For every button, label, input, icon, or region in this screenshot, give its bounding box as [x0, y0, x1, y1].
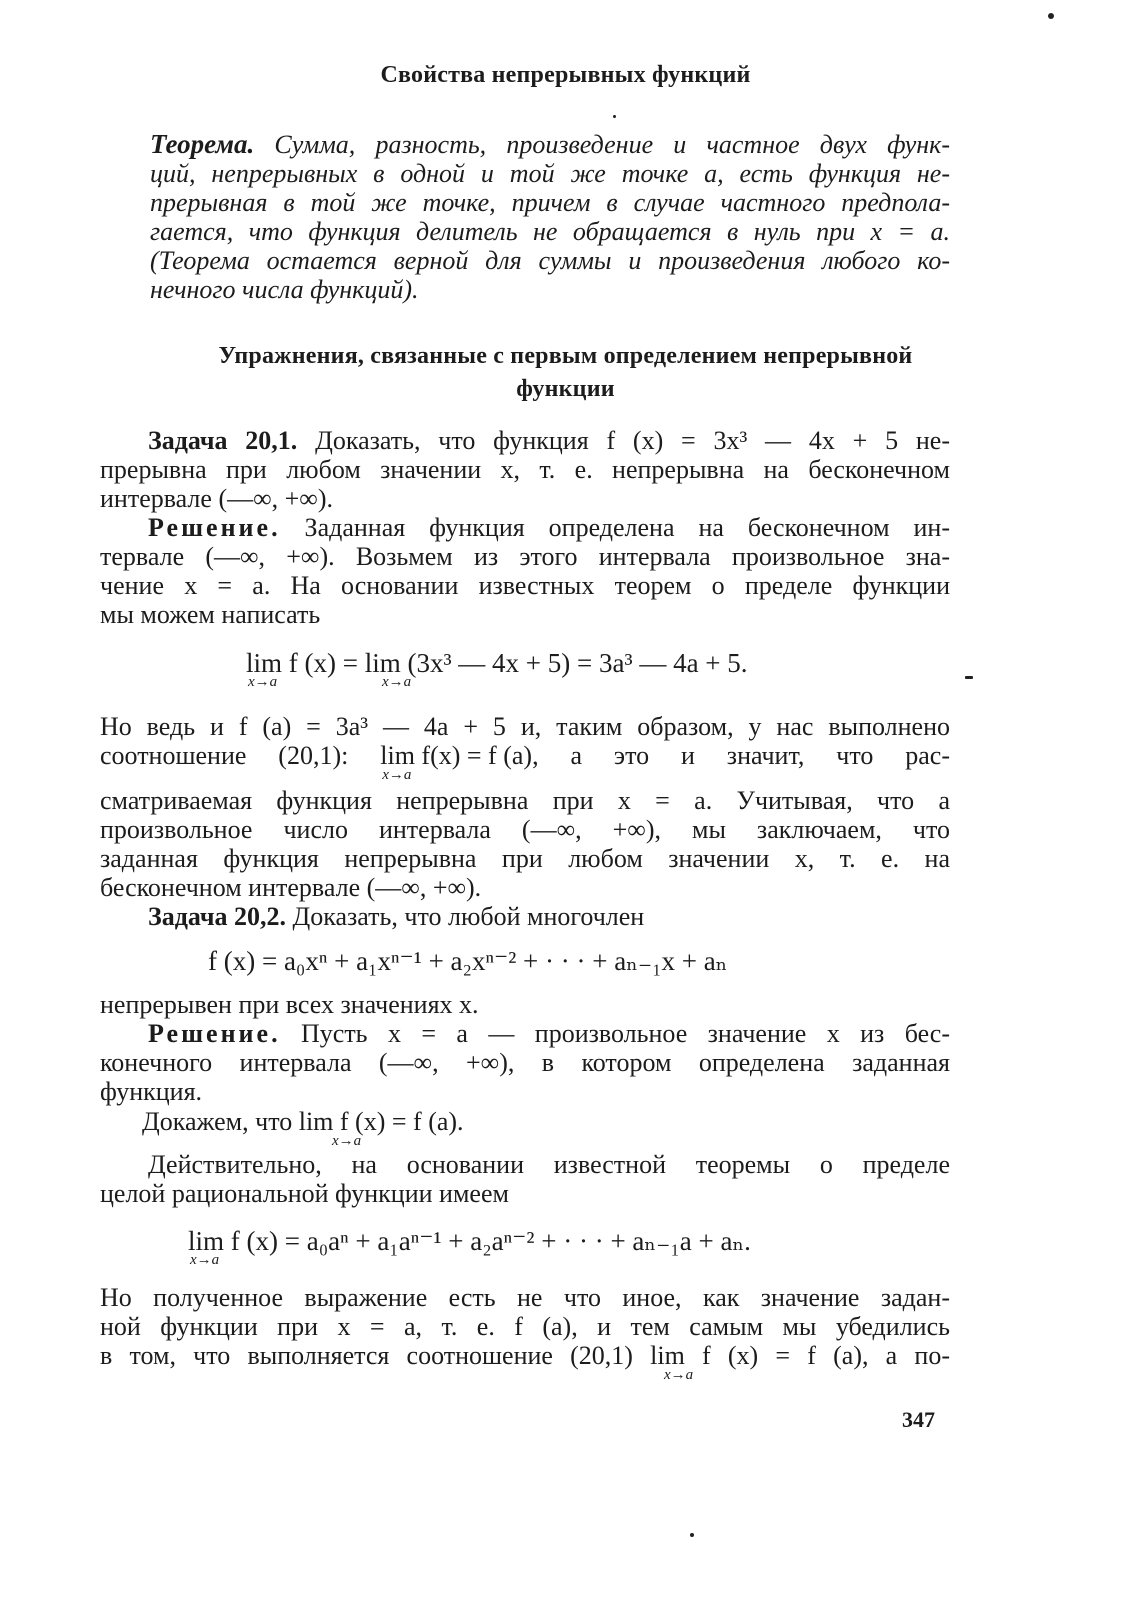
- after2-limit: lim f(x) = f (a), x→a: [380, 741, 539, 783]
- solution1-after-6: бесконечном интервале (—∞, +∞).: [100, 873, 482, 902]
- solution1-label: Решение.: [148, 513, 281, 542]
- theorem-line-3: прерывная в той же точке, причем в случае частного предпола-: [150, 188, 950, 217]
- solution1-after-2: [100, 741, 951, 783]
- task2-label: Задача 20,2.: [148, 902, 286, 931]
- theorem-label: Теорема.: [150, 129, 255, 159]
- theorem-text: Сумма, разность, произведение и частное двух функ-: [274, 130, 951, 159]
- task2-text: Доказать, что любой многочлен: [292, 902, 645, 931]
- solution1-line-2: тервале (—∞, +∞). Возьмем из этого интервала произвольное зна-: [100, 542, 950, 571]
- page-number: 347: [902, 1407, 935, 1432]
- formula-text: lim f (x) = lim (3x³ — 4x + 5) = 3a³ — 4a + 5.: [246, 648, 748, 678]
- solution2-line-5: целой рациональной функции имеем: [100, 1179, 509, 1208]
- theorem-line-5: (Теорема остается верной для суммы и произведения любого ко-: [150, 246, 950, 275]
- theorem-line-2: ций, непрерывных в одной и той же точке a, есть функция не-: [150, 159, 950, 188]
- ink-speck: [690, 1533, 694, 1537]
- formula-polynomial: f (x) = a₀xⁿ + a₁xⁿ⁻¹ + a₂xⁿ⁻² + · · · + aₙ₋₁x + aₙ: [208, 946, 728, 976]
- ink-speck: [613, 115, 616, 118]
- task1-line-2: прерывна при любом значении x, т. е. непрерывна на бесконечном: [100, 455, 950, 484]
- solution1-after-3: сматриваемая функция непрерывна при x = a. Учитывая, что a: [100, 786, 950, 815]
- solution2-line-1: [148, 1019, 950, 1048]
- task1-label: Задача 20,1.: [148, 426, 298, 455]
- solution1-after-5: заданная функция непрерывна при любом значении x, т. е. на: [100, 844, 950, 873]
- exercises-title-line-1: Упражнения, связанные с первым определением непрерывной: [218, 343, 913, 369]
- solution2-line-2: конечного интервала (—∞, +∞), в котором определена заданная: [100, 1048, 950, 1077]
- formula-polynomial-limit: lim f (x) = a₀aⁿ + a₁aⁿ⁻¹ + a₂aⁿ⁻² + · · · + aₙ₋₁a + aₙ. x→a: [188, 1226, 751, 1268]
- solution2-text: Пусть x = a — произвольное значение x из бес-: [301, 1019, 951, 1048]
- theorem-line-4: гается, что функция делитель не обращается в нуль при x = a.: [150, 217, 950, 246]
- ink-speck: [1048, 13, 1054, 19]
- solution2-label: Решение.: [148, 1019, 281, 1048]
- after2-right: а это и значит, что рас-: [570, 741, 951, 770]
- task1-line-3: интервале (—∞, +∞).: [100, 484, 333, 513]
- exercises-title-line-2: функции: [516, 376, 615, 402]
- solution1-after-4: произвольное число интервала (—∞, +∞), мы заключаем, что: [100, 815, 950, 844]
- solution2-last-3: в том, что выполняется соотношение (20,1) lim f (x) = f (a), а по- x→a: [100, 1341, 950, 1383]
- solution2-prove: Докажем, что lim f (x) = f (a). x→a: [142, 1107, 464, 1149]
- solution1-text: Заданная функция определена на бесконечном ин-: [304, 513, 951, 542]
- task2-line-1: [148, 902, 644, 931]
- formula-limit-cubic: lim f (x) = lim (3x³ — 4x + 5) = 3a³ — 4a + 5. x→a x→a: [246, 648, 748, 690]
- task1-text: Доказать, что функция f (x) = 3x³ — 4x + 5 не-: [315, 426, 951, 455]
- section-title: Свойства непрерывных функций: [380, 62, 751, 88]
- solution1-after-1: Но ведь и f (a) = 3a³ — 4a + 5 и, таким образом, у нас выполнено: [100, 712, 950, 741]
- ink-speck: [965, 676, 973, 679]
- solution2-line-3: функция.: [100, 1077, 203, 1106]
- task1-line-1: [148, 426, 950, 455]
- after2-left: соотношение (20,1):: [100, 741, 349, 770]
- task2-line-2: непрерывен при всех значениях x.: [100, 990, 479, 1019]
- solution1-line-1: [148, 513, 950, 542]
- theorem-line-1: [150, 130, 950, 159]
- solution1-line-3: чение x = a. На основании известных теорем о пределе функции: [100, 571, 950, 600]
- solution2-last-1: Но полученное выражение есть не что иное, как значение задан-: [100, 1283, 950, 1312]
- theorem-line-6: нечного числа функций).: [150, 275, 419, 304]
- solution1-line-4: мы можем написать: [100, 600, 321, 629]
- solution2-line-4: Действительно, на основании известной теоремы о пределе: [148, 1150, 950, 1179]
- solution2-last-2: ной функции при x = a, т. е. f (a), и тем самым мы убедились: [100, 1312, 950, 1341]
